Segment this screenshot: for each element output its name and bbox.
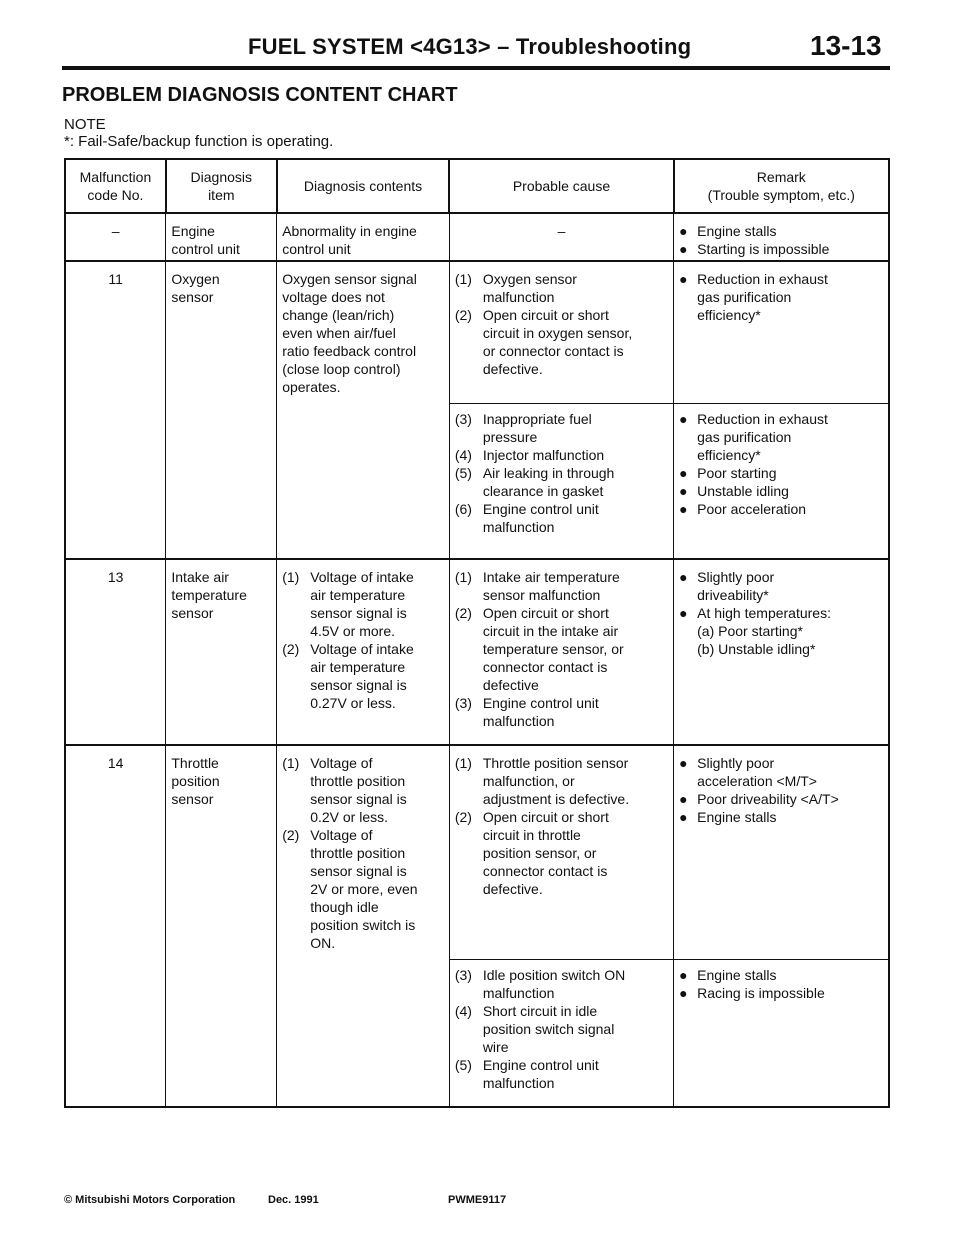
cause-cell: (1) Intake air temperature sensor malfunction (2) Open circuit or short circuit in the intake air temperature sensor, or connector contact is defective (3) Engine control unit malfunction <box>449 559 673 745</box>
col-header-contents: Diagnosis contents <box>277 159 450 213</box>
col-header-code: Malfunction code No. <box>65 159 166 213</box>
contents-cell: (1) Voltage of throttle position sensor signal is 0.2V or less. (2) Voltage of throttle position sensor signal is 2V or more, even though idle position switch is ON. <box>277 745 450 1107</box>
item-cell: Engine control unit <box>166 213 277 261</box>
code-cell: 11 <box>65 261 166 559</box>
table-row <box>65 559 889 745</box>
cause-cell: – <box>449 213 673 261</box>
code-cell: 14 <box>65 745 166 1107</box>
contents-cell: (1) Voltage of intake air temperature sensor signal is 4.5V or more. (2) Voltage of intake air temperature sensor signal is 0.27V or less. <box>277 559 450 745</box>
cause-cell: (1) Throttle position sensor malfunction, or adjustment is defective. (2) Open circuit or short circuit in throttle position sensor, or connector contact is defective. <box>449 745 673 959</box>
code-cell: 13 <box>65 559 166 745</box>
cause-cell: (3) Inappropriate fuel pressure (4) Injector malfunction (5) Air leaking in through clearance in gasket (6) Engine control unit malfunction <box>449 403 673 559</box>
header-rule <box>62 66 890 70</box>
item-cell: Intake air temperature sensor <box>166 559 277 745</box>
header-title: FUEL SYSTEM <4G13> – Troubleshooting <box>248 34 692 59</box>
cause-cell: (3) Idle position switch ON malfunction (4) Short circuit in idle position switch signal wire (5) Engine control unit malfunction <box>449 959 673 1107</box>
cause-cell: (1) Oxygen sensor malfunction (2) Open circuit or short circuit in oxygen sensor, or connector contact is defective. <box>449 261 673 403</box>
code-cell: – <box>65 213 166 261</box>
contents-cell: Abnormality in engine control unit <box>277 213 450 261</box>
contents-cell: Oxygen sensor signal voltage does not change (lean/rich) even when air/fuel ratio feedback control (close loop control) operates. <box>277 261 450 559</box>
col-header-cause: Probable cause <box>449 159 673 213</box>
table-header-row <box>65 159 889 213</box>
col-header-remark: Remark (Trouble symptom, etc.) <box>674 159 889 213</box>
remark-cell: ● Engine stalls ● Starting is impossible <box>674 213 889 261</box>
item-cell: Throttle position sensor <box>166 745 277 1107</box>
remark-cell: ● Reduction in exhaust gas purification efficiency* <box>674 261 889 403</box>
table-row <box>65 745 889 959</box>
col-header-item: Diagnosis item <box>166 159 277 213</box>
item-cell: Oxygen sensor <box>166 261 277 559</box>
note-label: NOTE <box>64 116 106 133</box>
chart-title: PROBLEM DIAGNOSIS CONTENT CHART <box>62 84 458 106</box>
note-text: *: Fail-Safe/backup function is operating. <box>64 133 334 150</box>
remark-cell: ● Reduction in exhaust gas purification efficiency* ● Poor starting ● Unstable idling ● Poor acceleration <box>674 403 889 559</box>
table-row <box>65 261 889 403</box>
footer-copyright: © Mitsubishi Motors Corporation <box>64 1194 236 1206</box>
page-number: 13-13 <box>810 30 882 61</box>
diagnosis-table <box>64 158 890 1108</box>
footer-code: PWME9117 <box>448 1194 507 1206</box>
remark-cell: ● Slightly poor driveability* ● At high temperatures: (a) Poor starting* (b) Unstable idling* <box>674 559 889 745</box>
footer-date: Dec. 1991 <box>268 1194 319 1206</box>
note <box>64 116 333 150</box>
remark-cell: ● Engine stalls ● Racing is impossible <box>674 959 889 1107</box>
table-row <box>65 213 889 261</box>
remark-cell: ● Slightly poor acceleration <M/T> ● Poor driveability <A/T> ● Engine stalls <box>674 745 889 959</box>
